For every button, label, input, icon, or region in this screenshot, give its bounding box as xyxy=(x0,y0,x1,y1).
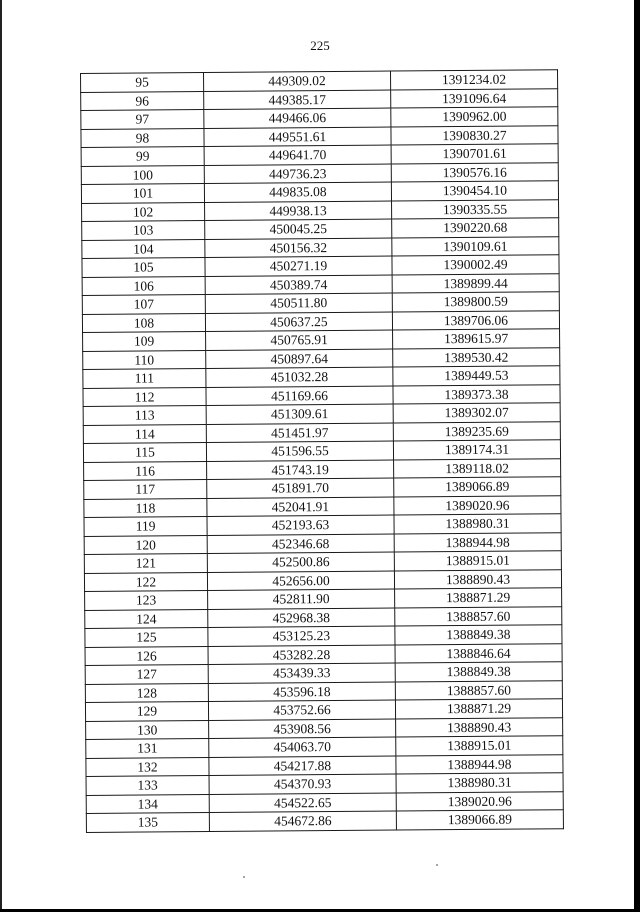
y-coordinate-cell: 1388871.29 xyxy=(395,699,562,719)
y-coordinate-cell: 1390109.61 xyxy=(392,236,559,256)
point-number-cell: 129 xyxy=(85,702,208,721)
y-coordinate-cell: 1390454.10 xyxy=(391,181,558,201)
y-coordinate-cell: 1388944.98 xyxy=(394,532,561,552)
y-coordinate-cell: 1389530.42 xyxy=(393,347,560,367)
point-number-cell: 116 xyxy=(84,461,207,480)
point-number-cell: 127 xyxy=(85,665,208,684)
x-coordinate-cell: 451032.28 xyxy=(206,367,393,387)
point-number-cell: 120 xyxy=(84,535,207,554)
point-number-cell: 115 xyxy=(83,443,206,462)
y-coordinate-cell: 1389020.96 xyxy=(396,791,563,811)
x-coordinate-cell: 449309.02 xyxy=(204,71,391,91)
y-coordinate-cell: 1388890.43 xyxy=(396,717,563,737)
x-coordinate-cell: 451596.55 xyxy=(206,441,393,461)
coordinate-table-body xyxy=(81,70,564,832)
point-number-cell: 135 xyxy=(86,813,209,832)
x-coordinate-cell: 449385.17 xyxy=(204,90,391,110)
point-number-cell: 104 xyxy=(82,239,205,258)
point-number-cell: 114 xyxy=(83,424,206,443)
x-coordinate-cell: 454370.93 xyxy=(209,774,396,794)
y-coordinate-cell: 1388849.38 xyxy=(395,625,562,645)
y-coordinate-cell: 1390830.27 xyxy=(391,125,558,145)
x-coordinate-cell: 451169.66 xyxy=(206,386,393,406)
y-coordinate-cell: 1389066.89 xyxy=(396,810,563,830)
point-number-cell: 103 xyxy=(82,221,205,240)
point-number-cell: 112 xyxy=(83,387,206,406)
coordinate-table xyxy=(80,69,564,832)
point-number-cell: 108 xyxy=(82,313,205,332)
y-coordinate-cell: 1388915.01 xyxy=(396,736,563,756)
y-coordinate-cell: 1388915.01 xyxy=(394,551,561,571)
point-number-cell: 107 xyxy=(82,295,205,314)
point-number-cell: 117 xyxy=(84,480,207,499)
y-coordinate-cell: 1389066.89 xyxy=(394,477,561,497)
x-coordinate-cell: 449551.61 xyxy=(204,127,391,147)
x-coordinate-cell: 449736.23 xyxy=(204,164,391,184)
scan-border-left xyxy=(0,0,2,912)
y-coordinate-cell: 1389174.31 xyxy=(393,440,560,460)
point-number-cell: 110 xyxy=(83,350,206,369)
y-coordinate-cell: 1388980.31 xyxy=(394,514,561,534)
x-coordinate-cell: 454063.70 xyxy=(209,737,396,757)
point-number-cell: 119 xyxy=(84,517,207,536)
x-coordinate-cell: 453125.23 xyxy=(208,626,395,646)
point-number-cell: 118 xyxy=(84,498,207,517)
scan-speck xyxy=(436,864,438,866)
y-coordinate-cell: 1388944.98 xyxy=(396,754,563,774)
point-number-cell: 132 xyxy=(86,757,209,776)
x-coordinate-cell: 449835.08 xyxy=(204,182,391,202)
y-coordinate-cell: 1389899.44 xyxy=(392,273,559,293)
y-coordinate-cell: 1388890.43 xyxy=(394,569,561,589)
y-coordinate-cell: 1389302.07 xyxy=(393,403,560,423)
point-number-cell: 122 xyxy=(84,572,207,591)
x-coordinate-cell: 451309.61 xyxy=(206,404,393,424)
y-coordinate-cell: 1388857.60 xyxy=(395,606,562,626)
x-coordinate-cell: 454217.88 xyxy=(209,756,396,776)
y-coordinate-cell: 1389373.38 xyxy=(393,384,560,404)
y-coordinate-cell: 1390002.49 xyxy=(392,255,559,275)
y-coordinate-cell: 1388980.31 xyxy=(396,773,563,793)
x-coordinate-cell: 452041.91 xyxy=(207,497,394,517)
x-coordinate-cell: 454522.65 xyxy=(209,793,396,813)
y-coordinate-cell: 1389615.97 xyxy=(393,329,560,349)
point-number-cell: 123 xyxy=(85,591,208,610)
point-number-cell: 131 xyxy=(86,739,209,758)
x-coordinate-cell: 450045.25 xyxy=(205,219,392,239)
x-coordinate-cell: 450156.32 xyxy=(205,238,392,258)
scan-border-right xyxy=(634,0,640,912)
x-coordinate-cell: 452656.00 xyxy=(207,571,394,591)
y-coordinate-cell: 1390335.55 xyxy=(392,199,559,219)
point-number-cell: 106 xyxy=(82,276,205,295)
page-number: 225 xyxy=(310,38,330,53)
y-coordinate-cell: 1390576.16 xyxy=(391,162,558,182)
x-coordinate-cell: 452346.68 xyxy=(207,534,394,554)
y-coordinate-cell: 1388871.29 xyxy=(395,588,562,608)
point-number-cell: 125 xyxy=(85,628,208,647)
point-number-cell: 126 xyxy=(85,646,208,665)
x-coordinate-cell: 453752.66 xyxy=(208,700,395,720)
x-coordinate-cell: 450637.25 xyxy=(205,312,392,332)
y-coordinate-cell: 1389449.53 xyxy=(393,366,560,386)
y-coordinate-cell: 1391234.02 xyxy=(390,70,557,90)
point-number-cell: 130 xyxy=(86,720,209,739)
x-coordinate-cell: 451743.19 xyxy=(207,460,394,480)
point-number-cell: 121 xyxy=(84,554,207,573)
scan-speck xyxy=(243,876,245,878)
y-coordinate-cell: 1389706.06 xyxy=(392,310,559,330)
y-coordinate-cell: 1389800.59 xyxy=(392,292,559,312)
point-number-cell: 98 xyxy=(81,128,204,147)
x-coordinate-cell: 453908.56 xyxy=(209,719,396,739)
y-coordinate-cell: 1389118.02 xyxy=(394,458,561,478)
x-coordinate-cell: 451891.70 xyxy=(207,478,394,498)
point-number-cell: 97 xyxy=(81,110,204,129)
y-coordinate-cell: 1388857.60 xyxy=(395,680,562,700)
x-coordinate-cell: 449938.13 xyxy=(205,201,392,221)
point-number-cell: 101 xyxy=(81,184,204,203)
y-coordinate-cell: 1390962.00 xyxy=(391,107,558,127)
x-coordinate-cell: 450765.91 xyxy=(206,330,393,350)
x-coordinate-cell: 454672.86 xyxy=(209,811,396,831)
x-coordinate-cell: 453282.28 xyxy=(208,645,395,665)
point-number-cell: 124 xyxy=(85,609,208,628)
x-coordinate-cell: 451451.97 xyxy=(206,423,393,443)
point-number-cell: 100 xyxy=(81,165,204,184)
x-coordinate-cell: 450897.64 xyxy=(206,349,393,369)
point-number-cell: 128 xyxy=(85,683,208,702)
x-coordinate-cell: 450389.74 xyxy=(205,275,392,295)
point-number-cell: 134 xyxy=(86,794,209,813)
table-row xyxy=(86,810,563,832)
x-coordinate-cell: 452193.63 xyxy=(207,515,394,535)
point-number-cell: 102 xyxy=(82,202,205,221)
x-coordinate-cell: 452968.38 xyxy=(208,608,395,628)
y-coordinate-cell: 1388846.64 xyxy=(395,643,562,663)
point-number-cell: 99 xyxy=(81,147,204,166)
x-coordinate-cell: 453439.33 xyxy=(208,663,395,683)
point-number-cell: 96 xyxy=(81,91,204,110)
point-number-cell: 109 xyxy=(83,332,206,351)
y-coordinate-cell: 1391096.64 xyxy=(391,88,558,108)
y-coordinate-cell: 1389020.96 xyxy=(394,495,561,515)
x-coordinate-cell: 452811.90 xyxy=(208,589,395,609)
x-coordinate-cell: 449641.70 xyxy=(204,145,391,165)
point-number-cell: 95 xyxy=(81,73,204,92)
point-number-cell: 113 xyxy=(83,406,206,425)
y-coordinate-cell: 1390220.68 xyxy=(392,218,559,238)
x-coordinate-cell: 450511.80 xyxy=(205,293,392,313)
point-number-cell: 133 xyxy=(86,776,209,795)
x-coordinate-cell: 449466.06 xyxy=(204,108,391,128)
y-coordinate-cell: 1388849.38 xyxy=(395,662,562,682)
point-number-cell: 105 xyxy=(82,258,205,277)
x-coordinate-cell: 450271.19 xyxy=(205,256,392,276)
x-coordinate-cell: 453596.18 xyxy=(208,682,395,702)
y-coordinate-cell: 1389235.69 xyxy=(393,421,560,441)
y-coordinate-cell: 1390701.61 xyxy=(391,144,558,164)
point-number-cell: 111 xyxy=(83,369,206,388)
x-coordinate-cell: 452500.86 xyxy=(207,552,394,572)
coordinate-table-container xyxy=(80,69,562,832)
